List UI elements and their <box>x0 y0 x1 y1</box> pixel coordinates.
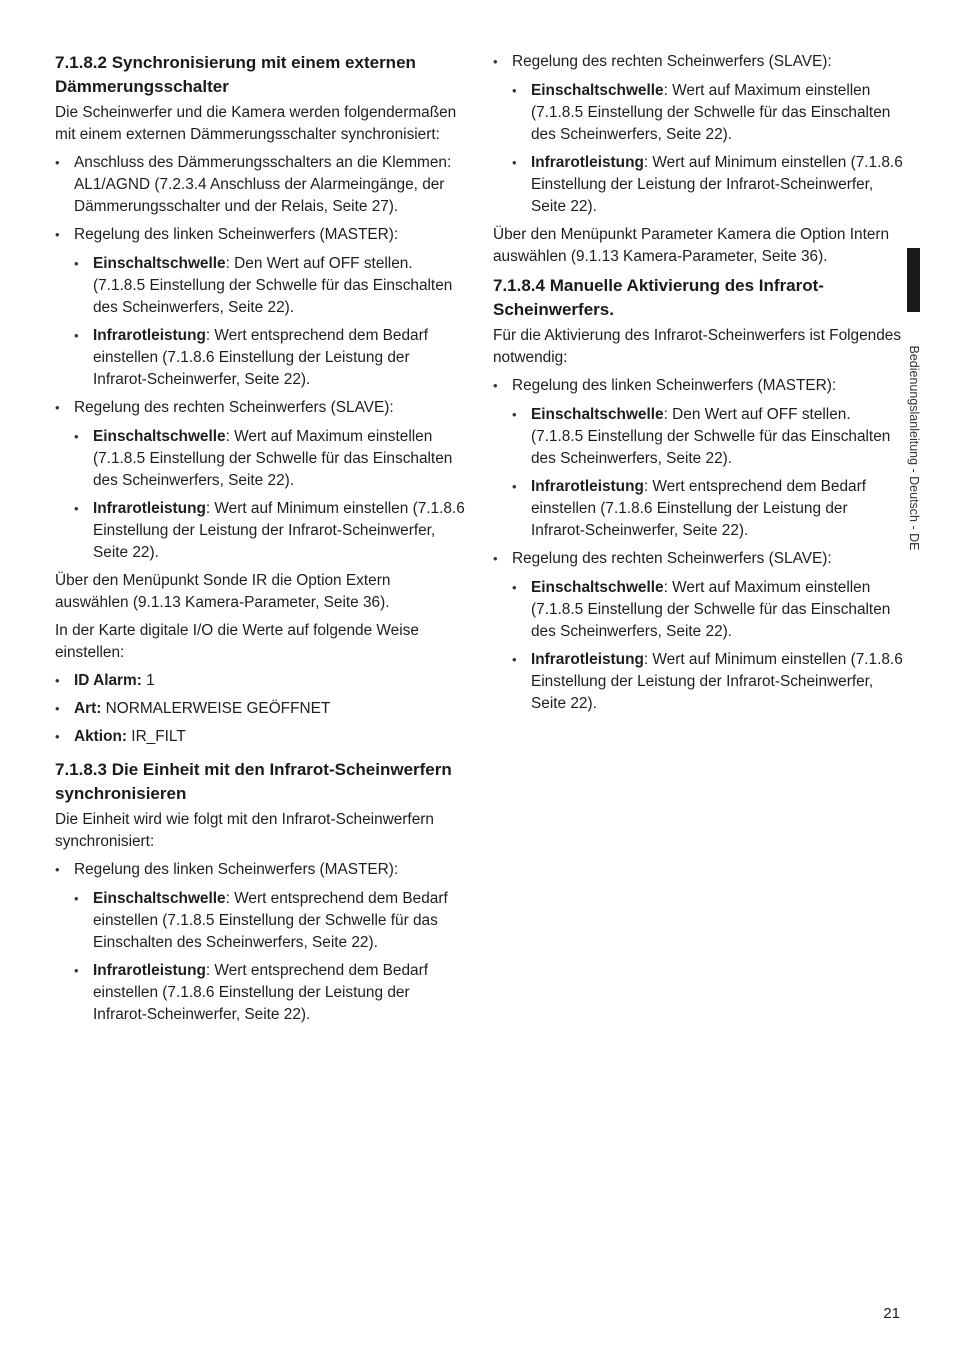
sub-list-master <box>74 888 467 1026</box>
list-item-text: Regelung des rechten Scheinwerfers (SLAVE): <box>74 399 394 416</box>
io-value: NORMALERWEISE GEÖFFNET <box>101 700 331 717</box>
io-settings-list <box>55 670 467 748</box>
heading-7-1-8-3: 7.1.8.3 Die Einheit mit den Infrarot-Scheinwerfern synchronisieren <box>55 760 452 803</box>
term-text: : Wert auf Minimum einstellen (7.1.8.6 Einstellung der Leistung der Infrarot-Scheinwerfer, Seite 22). <box>531 154 903 215</box>
list-item-slave <box>493 548 905 715</box>
term: Einschaltschwelle <box>93 255 226 272</box>
sub-item-threshold <box>74 426 467 492</box>
io-term: ID Alarm: <box>74 672 142 689</box>
list-item-master <box>55 224 467 391</box>
right-column <box>493 51 905 721</box>
sub-list-slave <box>512 80 905 218</box>
term-text: : Wert entsprechend dem Bedarf einstellen (7.1.8.6 Einstellung der Leistung der Infrarot-Scheinwerfer, Seite 22). <box>93 962 429 1023</box>
list-item-text: Regelung des rechten Scheinwerfers (SLAVE): <box>512 53 832 70</box>
bullet-list-7-1-8-3 <box>55 859 467 1026</box>
term-text: : Wert entsprechend dem Bedarf einstellen (7.1.8.5 Einstellung der Schwelle für das Einschalten des Scheinwerfers, Seite 22). <box>93 890 448 951</box>
sub-list-slave <box>74 426 467 564</box>
list-item-text: Regelung des linken Scheinwerfers (MASTER): <box>74 861 399 878</box>
io-term: Aktion: <box>74 728 128 745</box>
term: Infrarotleistung <box>93 500 206 517</box>
sub-item-threshold <box>74 253 467 319</box>
paragraph-intro-7-1-8-4: Für die Aktivierung des Infrarot-Scheinwerfers ist Folgendes notwendig: <box>493 327 902 366</box>
heading-7-1-8-2: 7.1.8.2 Synchronisierung mit einem externen Dämmerungsschalter <box>55 53 416 96</box>
list-item-text: Regelung des linken Scheinwerfers (MASTER): <box>512 377 837 394</box>
paragraph-menu-parameter: Über den Menüpunkt Parameter Kamera die Option Intern auswählen (9.1.13 Kamera-Parameter, Seite 36). <box>493 226 890 265</box>
sub-item-ir-power <box>74 960 467 1026</box>
io-value: IR_FILT <box>127 728 186 745</box>
list-item-slave <box>493 51 905 218</box>
term: Infrarotleistung <box>93 962 206 979</box>
list-item-text: Anschluss des Dämmerungsschalters an die Klemmen: AL1/AGND (7.2.3.4 Anschluss der Alarmeingänge, der Dämmerungsschalter und der Relais, Seite 27). <box>74 154 452 215</box>
list-item-slave <box>55 397 467 564</box>
sub-list-slave <box>512 577 905 715</box>
io-term: Art: <box>74 700 102 717</box>
sub-item-threshold <box>512 80 905 146</box>
term: Infrarotleistung <box>531 478 644 495</box>
term-text: : Den Wert auf OFF stellen. (7.1.8.5 Einstellung der Schwelle für das Einschalten des Scheinwerfers, Seite 22). <box>531 406 891 467</box>
term-text: : Wert entsprechend dem Bedarf einstellen (7.1.8.6 Einstellung der Leistung der Infrarot-Scheinwerfer, Seite 22). <box>531 478 867 539</box>
paragraph-intro-7-1-8-2: Die Scheinwerfer und die Kamera werden folgendermaßen mit einem externen Dämmerungsschalter synchronisiert: <box>55 104 457 143</box>
list-item-connection <box>55 152 467 218</box>
sub-item-ir-power <box>512 649 905 715</box>
paragraph-intro-7-1-8-3: Die Einheit wird wie folgt mit den Infrarot-Scheinwerfern synchronisiert: <box>55 811 434 850</box>
io-item-id-alarm <box>55 670 467 692</box>
list-item-master <box>493 375 905 542</box>
io-value: 1 <box>141 672 155 689</box>
term: Infrarotleistung <box>531 154 644 171</box>
sidebar-vertical-label: Bedienungslanleitung - Deutsch - DE <box>907 345 921 551</box>
sub-list-master <box>74 253 467 391</box>
paragraph-digital-io: In der Karte digitale I/O die Werte auf folgende Weise einstellen: <box>55 622 419 661</box>
term-text: : Wert auf Maximum einstellen (7.1.8.5 Einstellung der Schwelle für das Einschalten des Scheinwerfers, Seite 22). <box>531 579 891 640</box>
list-item-text: Regelung des rechten Scheinwerfers (SLAVE): <box>512 550 832 567</box>
term: Einschaltschwelle <box>531 82 664 99</box>
sub-item-threshold <box>74 888 467 954</box>
term: Einschaltschwelle <box>531 579 664 596</box>
sub-item-ir-power <box>74 498 467 564</box>
list-item-text: Regelung des linken Scheinwerfers (MASTER): <box>74 226 399 243</box>
term-text: : Den Wert auf OFF stellen. (7.1.8.5 Einstellung der Schwelle für das Einschalten des Scheinwerfers, Seite 22). <box>93 255 453 316</box>
sub-item-ir-power <box>512 152 905 218</box>
io-item-art <box>55 698 467 720</box>
sub-item-ir-power <box>512 476 905 542</box>
term: Infrarotleistung <box>531 651 644 668</box>
chapter-tab-marker <box>907 248 920 312</box>
bullet-list-7-1-8-4 <box>493 375 905 715</box>
term: Einschaltschwelle <box>531 406 664 423</box>
page-number: 21 <box>883 1305 900 1322</box>
term-text: : Wert entsprechend dem Bedarf einstellen (7.1.8.6 Einstellung der Leistung der Infrarot-Scheinwerfer, Seite 22). <box>93 327 429 388</box>
sub-item-threshold <box>512 577 905 643</box>
io-item-aktion <box>55 726 467 748</box>
term: Einschaltschwelle <box>93 428 226 445</box>
term: Einschaltschwelle <box>93 890 226 907</box>
heading-7-1-8-4: 7.1.8.4 Manuelle Aktivierung des Infrarot-Scheinwerfers. <box>493 276 824 319</box>
term-text: : Wert auf Minimum einstellen (7.1.8.6 Einstellung der Leistung der Infrarot-Scheinwerfer, Seite 22). <box>93 500 465 561</box>
term-text: : Wert auf Maximum einstellen (7.1.8.5 Einstellung der Schwelle für das Einschalten des Scheinwerfers, Seite 22). <box>531 82 891 143</box>
left-column <box>55 51 467 1032</box>
term-text: : Wert auf Maximum einstellen (7.1.8.5 Einstellung der Schwelle für das Einschalten des Scheinwerfers, Seite 22). <box>93 428 453 489</box>
term-text: : Wert auf Minimum einstellen (7.1.8.6 Einstellung der Leistung der Infrarot-Scheinwerfer, Seite 22). <box>531 651 903 712</box>
paragraph-menu-sonde: Über den Menüpunkt Sonde IR die Option Extern auswählen (9.1.13 Kamera-Parameter, Seite 36). <box>55 572 391 611</box>
sub-item-ir-power <box>74 325 467 391</box>
list-item-master <box>55 859 467 1026</box>
sub-item-threshold <box>512 404 905 470</box>
bullet-list-7-1-8-3-continued <box>493 51 905 218</box>
term: Infrarotleistung <box>93 327 206 344</box>
sub-list-master <box>512 404 905 542</box>
bullet-list-7-1-8-2 <box>55 152 467 564</box>
